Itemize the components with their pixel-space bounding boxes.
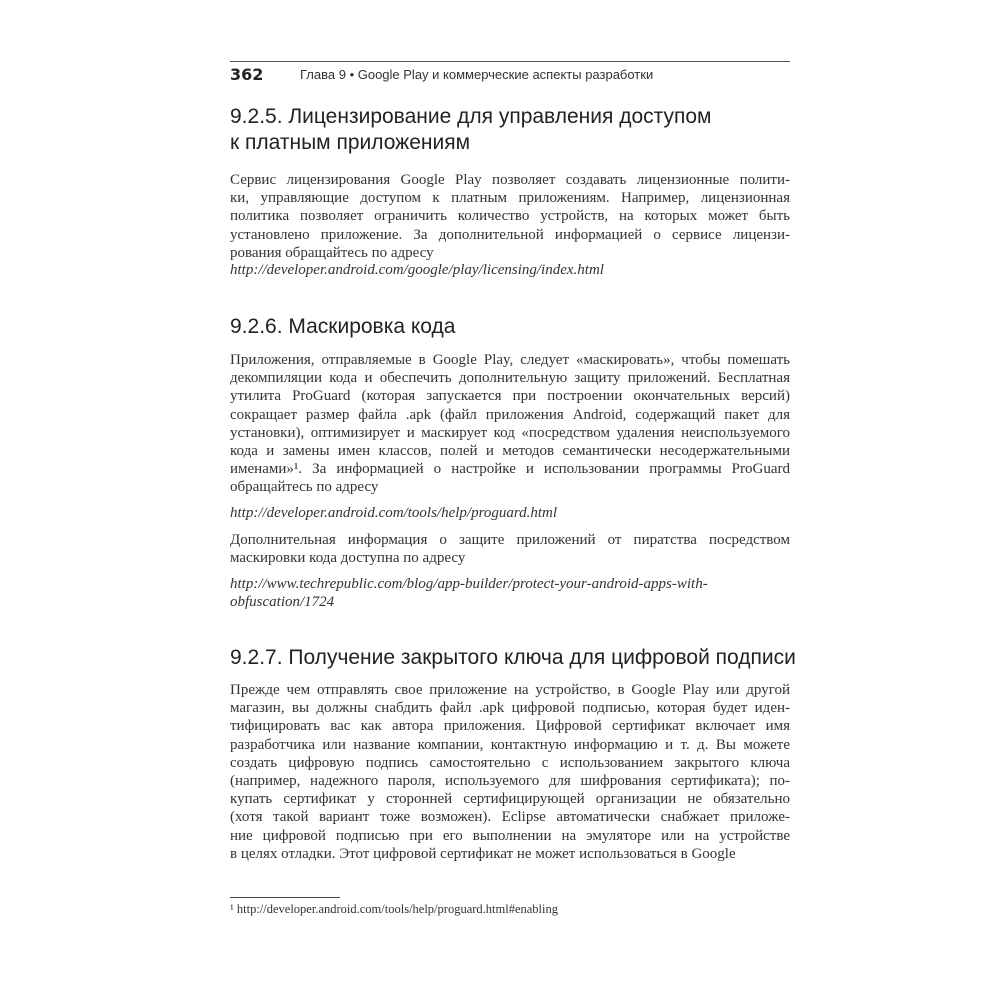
heading-line: 9.2.5. Лицензирование для управления доступом [230, 105, 712, 128]
paragraph [230, 681, 790, 863]
text-line: политика позволяет ограничить количество устройств, на которых может быть [230, 208, 790, 225]
text-line: маскировки кода доступна по адресу [230, 550, 466, 567]
heading-line: к платным приложениям [230, 131, 471, 154]
text-line: http://developer.android.com/tools/help/proguard.html [230, 505, 558, 521]
heading-line: 9.2.7. Получение закрытого ключа для цифровой подписи [230, 646, 796, 669]
text-line: Прежде чем отправлять свое приложение на устройство, в Google Play или другой [230, 682, 790, 698]
url-link[interactable] [230, 261, 790, 279]
header-rule [230, 61, 790, 62]
text-line: создать цифровую подпись самостоятельно с использованием закрытого ключа [230, 754, 790, 771]
text-line: кода и замены имен классов, полей и методов семантически несодержательными [230, 442, 790, 459]
section-heading [230, 314, 800, 340]
text-line: Приложения, отправляемые в Google Play, следует «маскировать», чтобы помешать [230, 352, 790, 368]
section-heading [230, 104, 800, 156]
text-line: obfuscation/1724 [230, 594, 335, 611]
text-line: (например, надежного пароля, используемого для шифрования сертификата); по- [230, 772, 790, 789]
text-line: разработчика или название компании, контактную информацию и т. д. Вы можете [230, 736, 790, 753]
text-line: (хотя такой вариант тоже возможен). Eclipse автоматически снабжает приложе- [230, 809, 790, 826]
paragraph [230, 351, 790, 497]
url-link[interactable] [230, 504, 790, 522]
text-line: установлено приложение. За дополнительной информацией о сервисе лицензи- [230, 226, 790, 243]
text-line: http://developer.android.com/google/play/licensing/index.html [230, 262, 604, 278]
text-line: купать сертификат у сторонней сертифицирующей организации не обязательно [230, 791, 790, 808]
text-line: установки), оптимизирует и маскирует код «посредством удаления неиспользуемого [230, 424, 790, 441]
text-line: декомпиляции кода и обеспечить дополнительную защиту приложений. Бесплатная [230, 370, 790, 387]
footnote: ¹ http://developer.android.com/tools/help/proguard.html#enabling [230, 902, 558, 916]
text-line: в целях отладки. Этот цифровой сертификат не может использоваться в Google [230, 845, 736, 862]
text-line: обращайтесь по адресу [230, 479, 379, 496]
text-line: сокращает размер файла .apk (файл приложения Android, содержащий пакет для [230, 406, 790, 423]
text-line: http://www.techrepublic.com/blog/app-builder/protect-your-android-apps-with- [230, 576, 708, 592]
text-line: ки, управляющие доступом к платным приложениям. Например, лицензионная [230, 190, 790, 207]
page-number: 362 [230, 65, 264, 84]
heading-line: 9.2.6. Маскировка кода [230, 315, 456, 338]
text-line: тифицировать вас как автора приложения. Цифровой сертификат включает имя [230, 718, 790, 735]
footnote-rule [230, 897, 340, 898]
text-line: магазин, вы должны снабдить файл .apk цифровой подписью, которая будет иден- [230, 700, 790, 717]
paragraph [230, 171, 790, 262]
text-line: рования обращайтесь по адресу [230, 244, 434, 261]
url-link[interactable] [230, 575, 790, 611]
text-line: Дополнительная информация о защите приложений от пиратства посредством [230, 532, 790, 548]
text-line: утилита ProGuard (которая запускается при построении окончательных версий) [230, 388, 790, 405]
text-line: ние цифровой подписью при его выполнении на эмуляторе или на устройстве [230, 827, 790, 844]
text-line: именами»¹. За информацией о настройке и использовании программы ProGuard [230, 461, 790, 478]
running-head: Глава 9 • Google Play и коммерческие аспекты разработки [300, 67, 654, 82]
paragraph [230, 531, 790, 567]
text-line: Сервис лицензирования Google Play позволяет создавать лицензионные полити- [230, 172, 790, 188]
section-heading [230, 645, 800, 671]
